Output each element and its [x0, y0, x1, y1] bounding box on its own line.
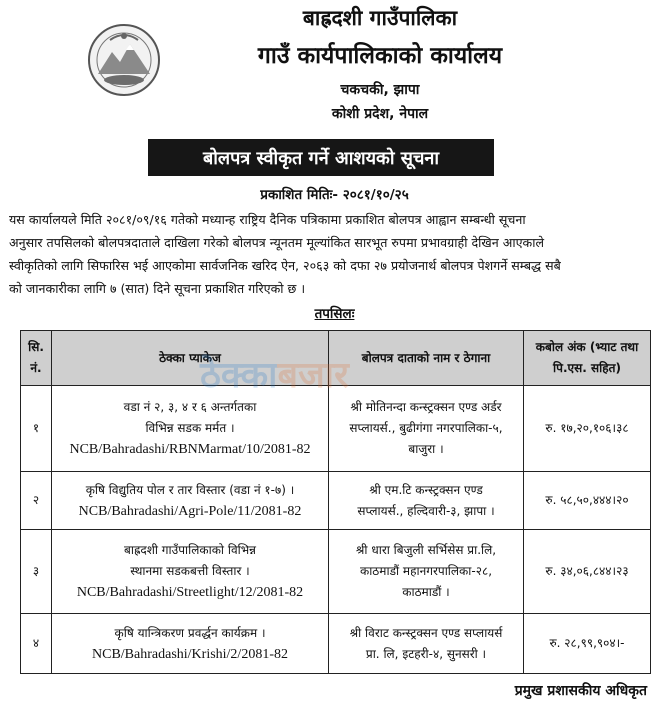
bidder-line: श्री विराट कन्स्ट्रक्सन एण्ड सप्लायर्स: [349, 625, 503, 640]
bidder-line: प्रा. लि, इटहरी-४, सुनसरी ।: [365, 646, 487, 661]
body-line: स्वीकृतिको लागि सिफारिस भई आएकोमा सार्वजनिक खरिद ऐन, २०६३ को दफा २७ प्रयोजनार्थ बोलपत्र पेशगर्ने सम्बद्ध सबै: [9, 258, 561, 273]
row-amount: रु. ३४,०६,८४४।२३: [524, 530, 651, 614]
body-line: यस कार्यालयले मिति २०८१/०९/१६ गतेको मध्यान्ह राष्ट्रिय दैनिक पत्रिकामा प्रकाशित बोलपत्र आह्वान सम्बन्धी सूचना: [9, 212, 526, 227]
row-bidder: [329, 386, 524, 472]
package-line: विभिन्न सडक मर्मत ।: [145, 421, 235, 435]
package-line: बाह्रदशी गाउँपालिकाको विभिन्न: [123, 543, 257, 557]
office-province: कोशी प्रदेश, नेपाल: [331, 106, 429, 122]
table-row: [21, 386, 651, 472]
bidder-line: काठमाडौं ।: [402, 585, 450, 599]
package-line: स्थानमा सडकबत्ती विस्तार ।: [130, 564, 250, 578]
bidder-line: बाजुरा ।: [408, 442, 444, 456]
table-row: [21, 472, 651, 530]
table-header-row: [21, 331, 651, 386]
published-date-line: [0, 185, 669, 203]
row-package: [52, 386, 329, 472]
row-bidder: [329, 530, 524, 614]
table-title: तपसिलः: [314, 306, 355, 322]
office-name: गाउँ कार्यपालिकाको कार्यालय: [257, 43, 503, 69]
package-reference: NCB/Bahradashi/Agri-Pole/11/2081-82: [78, 503, 302, 519]
row-sn: ४: [21, 614, 52, 674]
package-reference: NCB/Bahradashi/Streetlight/12/2081-82: [76, 585, 304, 600]
municipality-name: बाह्रदशी गाउँपालिका: [302, 6, 458, 30]
row-sn: ३: [21, 530, 52, 614]
bidder-line: सप्लायर्स., हल्दिवारी-३, झापा ।: [357, 503, 495, 518]
package-line: कृषि विद्युतिय पोल र तार विस्तार (वडा नं १-७) ।: [85, 482, 295, 497]
header-bidder: बोलपत्र दाताको नाम र ठेगाना: [329, 331, 524, 386]
header-package: ठेक्का प्याकेज: [52, 331, 329, 386]
row-sn: १: [21, 386, 52, 472]
row-bidder: [329, 614, 524, 674]
package-reference: NCB/Bahradashi/RBNMarmat/10/2081-82: [69, 442, 311, 457]
row-package: [52, 472, 329, 530]
signoff-title: प्रमुख प्रशासकीय अधिकृत: [514, 683, 647, 699]
package-line: वडा नं २, ३, ४ र ६ अन्तर्गतका: [123, 400, 257, 414]
bid-award-table: [20, 330, 651, 674]
row-amount: रु. ५८,५०,४४४।२०: [524, 472, 651, 530]
row-amount: रु. १७,२०,१०६।३८: [524, 386, 651, 472]
table-row: [21, 614, 651, 674]
bidder-line: श्री धारा बिजुली सर्भिसेस प्रा.लि,: [355, 543, 497, 557]
body-line: को जानकारीका लागि ७ (सात) दिने सूचना प्रकाशित गरिएको छ ।: [9, 281, 306, 296]
bidder-line: काठमाडौं महानगरपालिका-२८,: [359, 564, 493, 578]
watermark-part-1: ठेक्का: [200, 355, 278, 396]
published-date-value: २०८१/१०/२५: [342, 187, 409, 203]
body-line: अनुसार तपसिलको बोलपत्रदाताले दाखिला गरेको बोलपत्र न्यूनतम मूल्यांकित सारभूत रुपमा प्रभावग्राही देखिन आएकाले: [9, 235, 545, 250]
row-bidder: [329, 472, 524, 530]
package-line: कृषि यान्त्रिकरण प्रवर्द्धन कार्यक्रम ।: [114, 625, 266, 640]
notice-title: बोलपत्र स्वीकृत गर्ने आशयको सूचना: [202, 147, 440, 169]
watermark-part-2: बजार: [277, 355, 349, 396]
bidder-line: श्री मोतिनन्दा कन्स्ट्रक्सन एण्ड अर्डर: [350, 400, 502, 414]
header-amount: [524, 331, 651, 386]
table-row: [21, 530, 651, 614]
header-sn-line: नं.: [30, 361, 42, 375]
header-sn-line: सि.: [28, 340, 44, 354]
row-package: [52, 614, 329, 674]
header-amount-line: कबोल अंक (भ्याट तथा: [535, 340, 639, 354]
office-location: चकचकी, झापा: [340, 82, 420, 98]
package-reference: NCB/Bahradashi/Krishi/2/2081-82: [92, 646, 288, 662]
header-amount-line: पि.एस. सहित): [553, 361, 621, 375]
published-date-label: प्रकाशित मितिः-: [260, 187, 338, 203]
municipality-emblem-icon: [86, 22, 162, 98]
row-package: [52, 530, 329, 614]
notice-title-banner: [148, 139, 494, 176]
header-sn: [21, 331, 52, 386]
notice-body: [9, 208, 659, 300]
row-amount: रु. २८,९९,९०४।-: [524, 614, 651, 674]
bidder-line: सप्लायर्स., बुढीगंगा नगरपालिका-५,: [349, 421, 503, 435]
row-sn: २: [21, 472, 52, 530]
bidder-line: श्री एम.टि कन्स्ट्रक्सन एण्ड: [369, 482, 483, 497]
